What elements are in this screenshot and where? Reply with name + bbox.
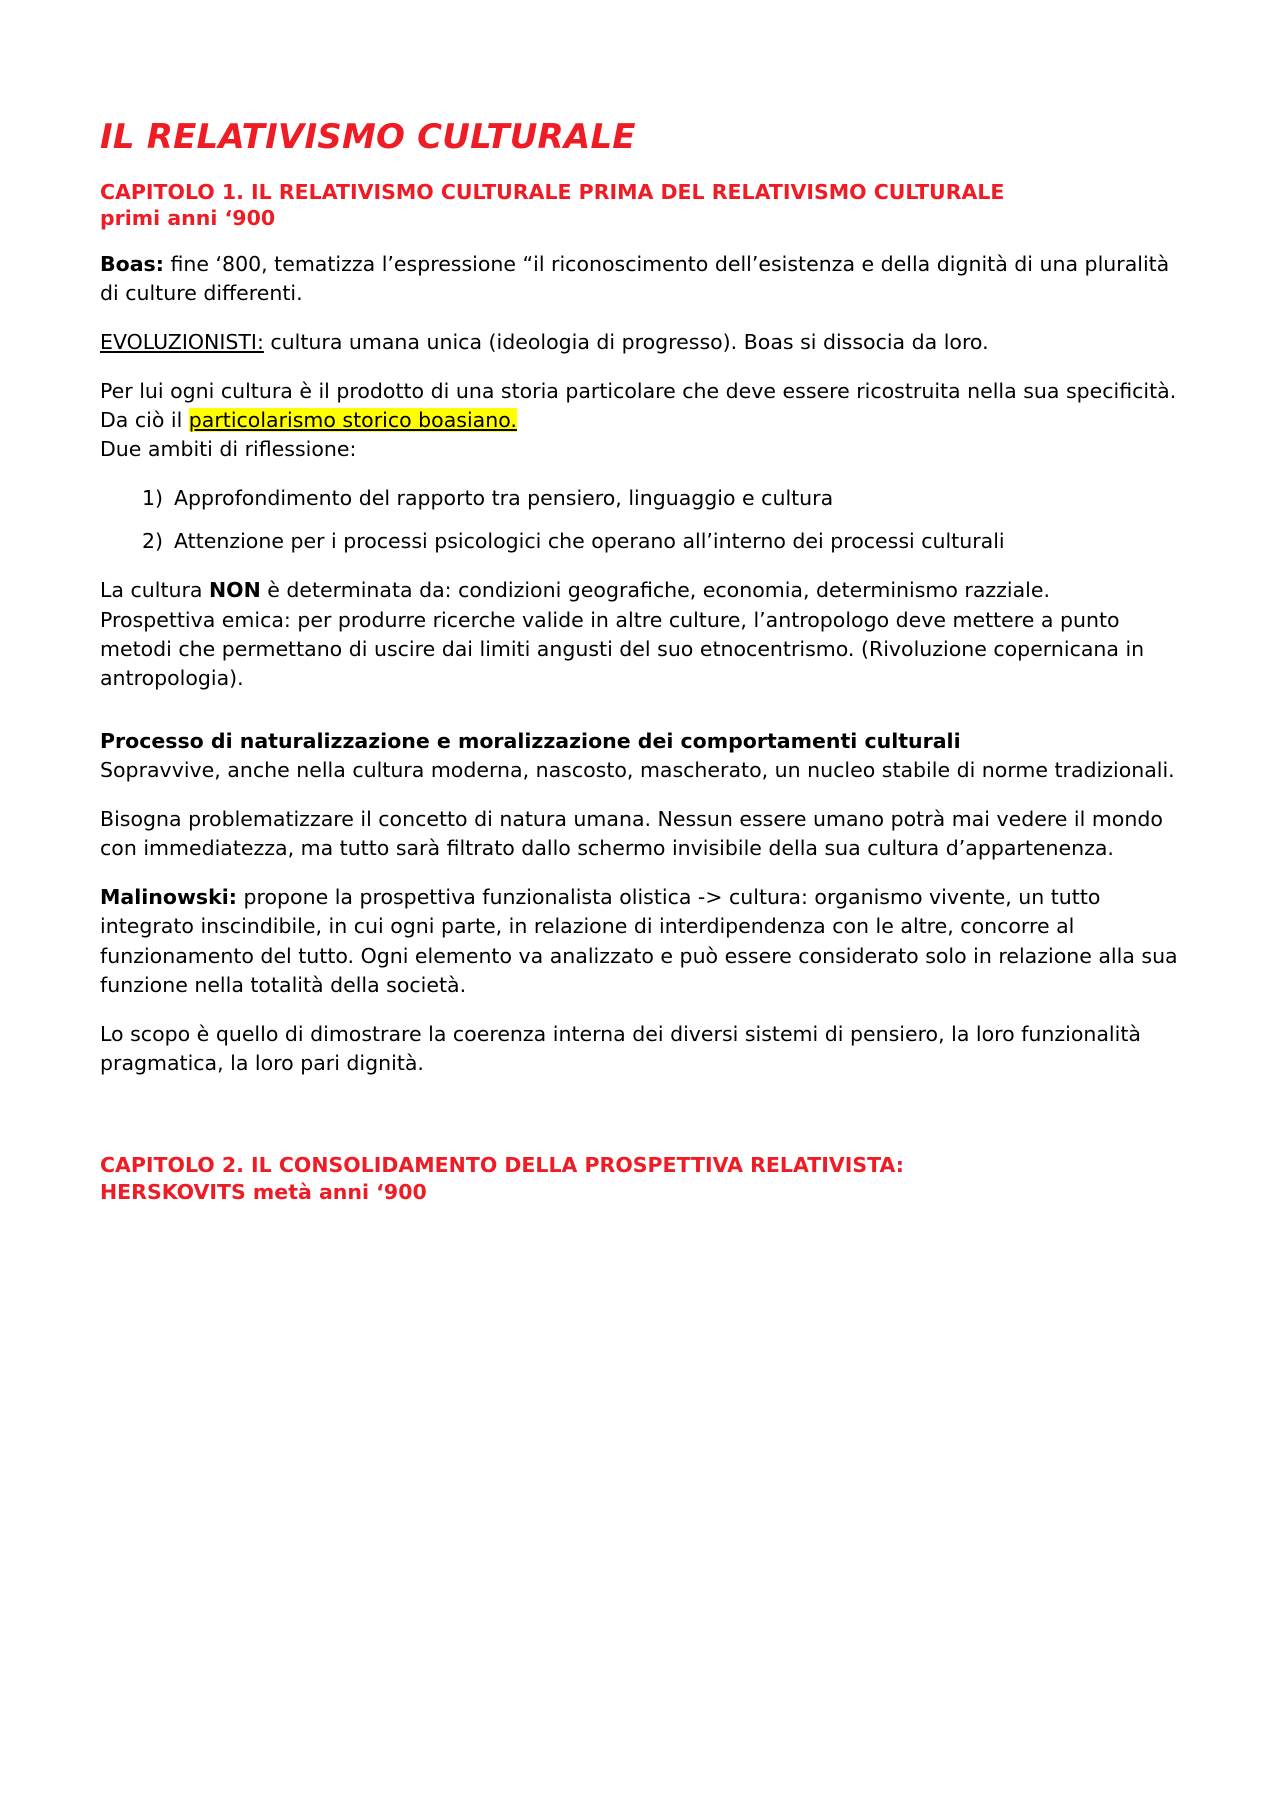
list-item-label: Approfondimento del rapporto tra pensiero, linguaggio e cultura bbox=[174, 486, 834, 511]
cultura-text-part1: La cultura bbox=[100, 578, 209, 603]
paragraph-prospettiva-emica: Prospettiva emica: per produrre ricerche valide in altre culture, l’antropologo deve mettere a punto metodi che permettano di uscire dai limiti angusti del suo etnocentrismo. (Rivoluzione copernicana in antropologia). bbox=[100, 607, 1145, 690]
cultura-text-part2: è determinata da: condizioni geografiche, economia, determinismo razziale. bbox=[260, 578, 1050, 603]
spacer bbox=[100, 1098, 1180, 1152]
list-item-marker: 2) bbox=[142, 529, 164, 554]
boas-label: Boas: bbox=[100, 251, 164, 276]
paragraph-malinowski bbox=[100, 883, 1180, 999]
cultura-non-emphasis: NON bbox=[209, 578, 261, 603]
paragraph-boas bbox=[100, 250, 1180, 308]
list-item-marker: 1) bbox=[142, 486, 164, 511]
paragraph-due-ambiti: Due ambiti di riflessione: bbox=[100, 437, 357, 462]
evoluzionisti-label: EVOLUZIONISTI: bbox=[100, 329, 264, 354]
subheading-processo-naturalizzazione: Processo di naturalizzazione e moralizzazione dei comportamenti culturali bbox=[100, 728, 961, 753]
paragraph-processo-naturalizzazione: Sopravvive, anche nella cultura moderna, nascosto, mascherato, un nucleo stabile di norme tradizionali. bbox=[100, 757, 1175, 782]
chapter-1-heading-line2: primi anni ‘900 bbox=[100, 206, 276, 231]
chapter-1-heading bbox=[100, 179, 1180, 231]
list-item-label: Attenzione per i processi psicologici che operano all’interno dei processi culturali bbox=[174, 529, 1005, 554]
paragraph-evoluzionisti bbox=[100, 328, 1180, 357]
spacer bbox=[100, 713, 1180, 727]
ambiti-list bbox=[100, 484, 1180, 556]
paragraph-natura-umana: Bisogna problematizzare il concetto di natura umana. Nessun essere umano potrà mai vedere il mondo con immediatezza, ma tutto sarà filtrato dallo schermo invisibile della sua cultura d’appartenenza. bbox=[100, 807, 1163, 861]
chapter-2-heading-line2: HERSKOVITS metà anni ‘900 bbox=[100, 1180, 427, 1205]
list-item bbox=[100, 527, 1180, 556]
paragraph-scopo: Lo scopo è quello di dimostrare la coerenza interna dei diversi sistemi di pensiero, la loro funzionalità pragmatica, la loro pari dignità. bbox=[100, 1021, 1141, 1075]
paragraph-cultura-non-determinata bbox=[100, 576, 1180, 605]
chapter-2-heading bbox=[100, 1152, 1180, 1206]
page-title: IL RELATIVISMO CULTURALE bbox=[100, 117, 636, 157]
chapter-1-heading-line1: CAPITOLO 1. IL RELATIVISMO CULTURALE PRIMA DEL RELATIVISMO CULTURALE bbox=[100, 180, 1005, 205]
chapter-2-heading-line1: CAPITOLO 2. IL CONSOLIDAMENTO DELLA PROSPETTIVA RELATIVISTA: bbox=[100, 1152, 904, 1177]
malinowski-label: Malinowski: bbox=[100, 885, 237, 910]
evoluzionisti-text: cultura umana unica (ideologia di progresso). Boas si dissocia da loro. bbox=[263, 329, 989, 354]
storia-text: Per lui ogni cultura è il prodotto di una storia particolare che deve essere ricostruita nella sua specificità. Da ciò il bbox=[100, 378, 1177, 432]
list-item bbox=[100, 484, 1180, 513]
paragraph-storia-particolare bbox=[100, 377, 1180, 435]
malinowski-text: propone la prospettiva funzionalista olistica -> cultura: organismo vivente, un tutto integrato inscindibile, in cui ogni parte, in relazione di interdipendenza con le altre, concorre al funzionamento del tutto. Ogni elemento va analizzato e può essere considerato solo in relazione alla sua funzione nella totalità della società. bbox=[100, 885, 1178, 997]
boas-text: fine ‘800, tematizza l’espressione “il riconoscimento dell’esistenza e della dignità di una pluralità di culture differenti. bbox=[100, 251, 1170, 305]
highlighted-term-particolarismo: particolarismo storico boasiano. bbox=[188, 408, 517, 432]
